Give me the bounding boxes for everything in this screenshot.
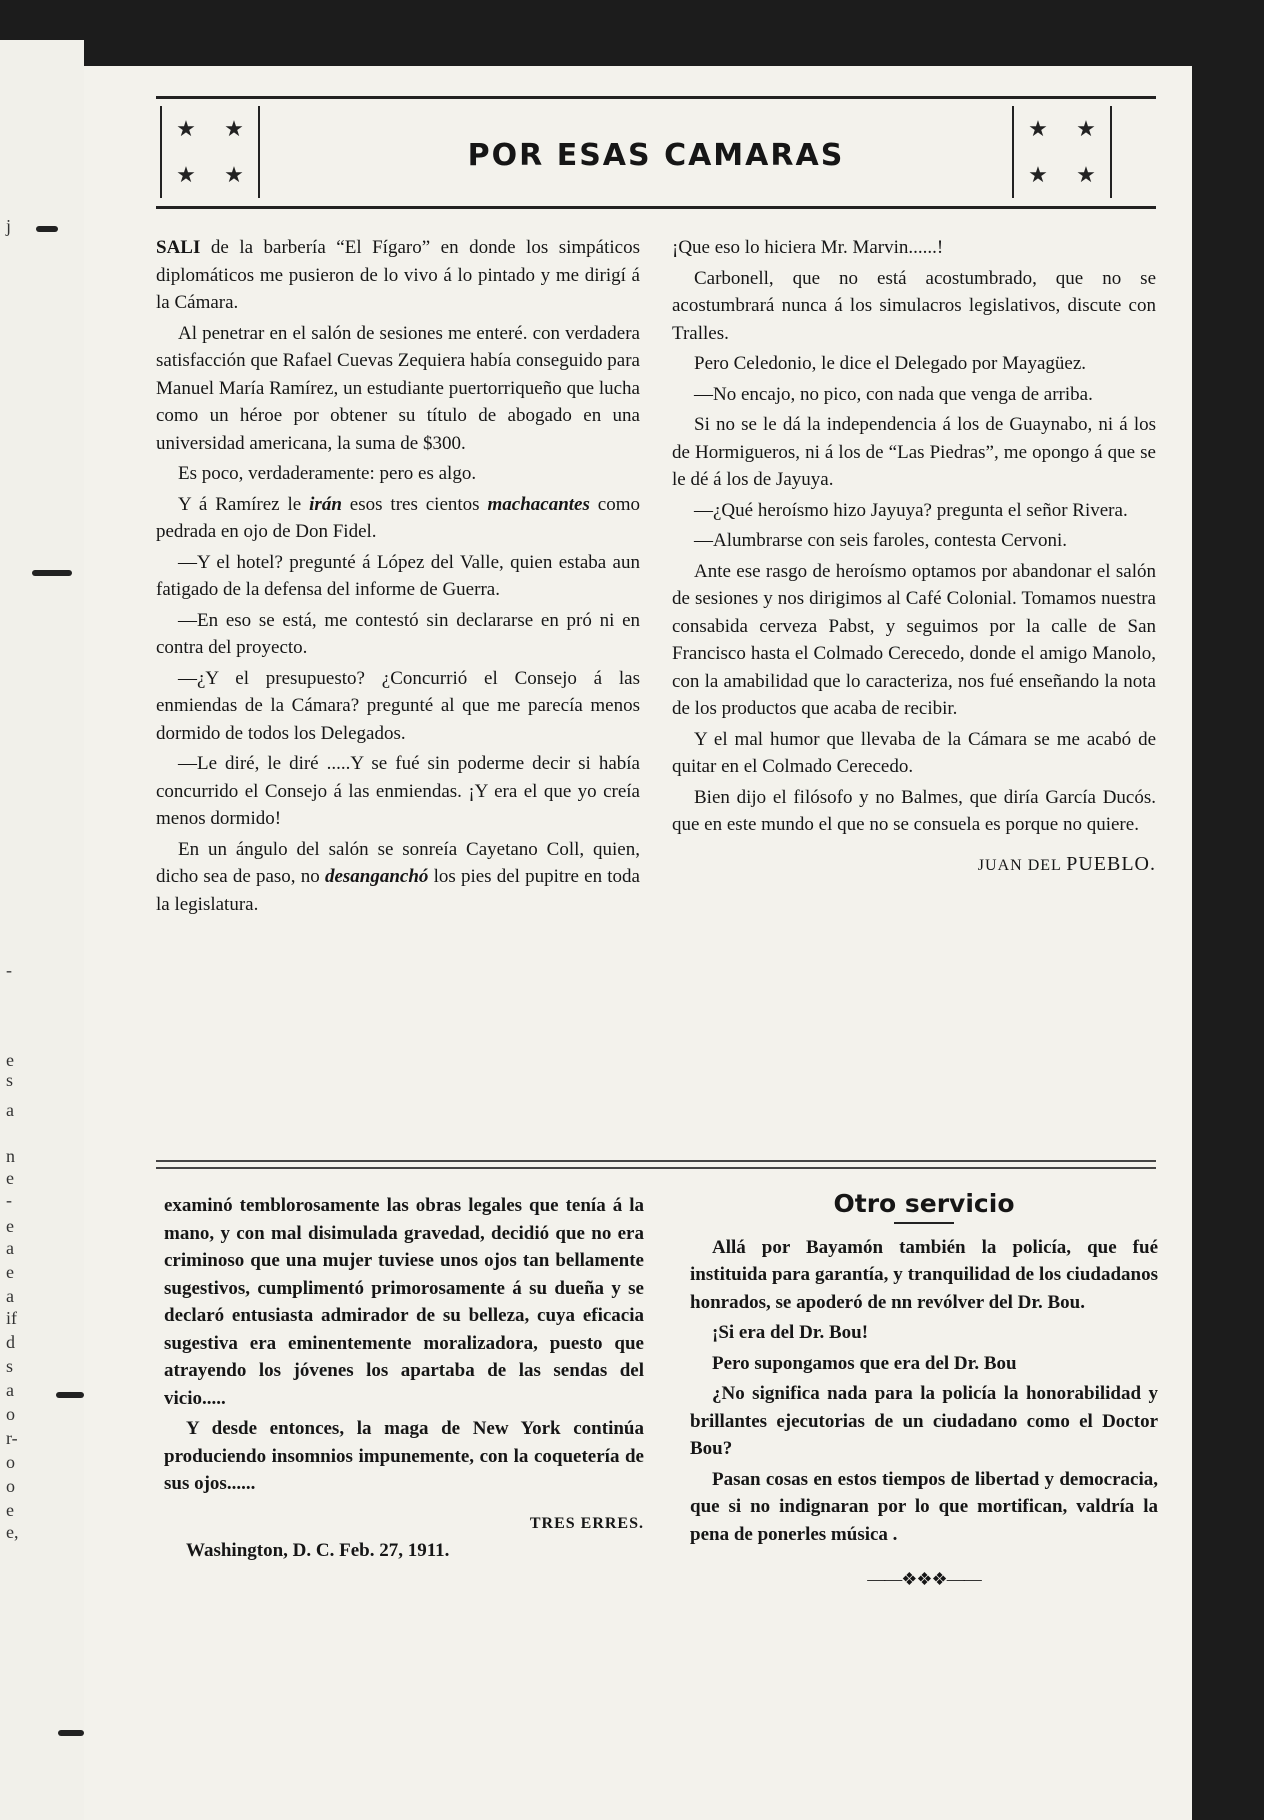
margin-fragment: o bbox=[6, 1452, 15, 1472]
article-paragraph: En un ángulo del salón se sonreía Cayetano Coll, quien, dicho sea de paso, no desanganchó los pies del pupitre en toda la legislatura. bbox=[156, 838, 640, 915]
article-signature: TRES ERRES. bbox=[529, 1514, 644, 1532]
margin-fragment: e bbox=[6, 1216, 14, 1236]
margin-fragment: d bbox=[6, 1332, 15, 1352]
dateline: Washington, D. C. Feb. 27, 1911. bbox=[186, 1540, 450, 1561]
star-icon: ★ bbox=[224, 116, 244, 141]
margin-fragment: - bbox=[6, 960, 12, 980]
article-paragraph: Pasan cosas en estos tiempos de libertad y democracia, que si no indignaran por lo que mortifican, valdría la pena de ponerles música . bbox=[690, 1468, 1158, 1545]
margin-fragment: s bbox=[6, 1356, 14, 1376]
ornament-divider: ——❖❖❖—— bbox=[867, 1569, 981, 1589]
margin-fragment: a bbox=[6, 1238, 14, 1258]
drop-word: SALI bbox=[156, 237, 201, 258]
article-paragraph: —No encajo, no pico, con nada que venga de arriba. bbox=[694, 383, 1093, 405]
margin-fragment: e bbox=[6, 1262, 14, 1282]
ink-mark bbox=[58, 1730, 84, 1736]
article-paragraph: —Alumbrarse con seis faroles, contesta Cervoni. bbox=[694, 530, 1068, 551]
star-icon: ★ bbox=[1076, 116, 1096, 141]
article-paragraph: Pero supongamos que era del Dr. Bou bbox=[712, 1352, 1017, 1374]
article-paragraph: Bien dijo el filósofo y no Balmes, que diría García Ducós. que en este mundo el que no se consuela es porque no quiere. bbox=[672, 786, 1156, 835]
ink-mark bbox=[56, 1392, 84, 1398]
article-column-left bbox=[156, 234, 640, 921]
article-paragraph: ¿No significa nada para la policía la honorabilidad y brillantes ejecutorias de un ciudadano como el Doctor Bou? bbox=[690, 1383, 1158, 1459]
ink-mark bbox=[32, 570, 72, 576]
article-paragraph: Y el mal humor que llevaba de la Cámara se me acabó de quitar en el Colmado Cerecedo. bbox=[672, 728, 1156, 777]
article-paragraph: Carbonell, que no está acostumbrado, que no se acostumbrará nunca á los simulacros legislativos, discute con Tralles. bbox=[672, 267, 1156, 344]
article-paragraph: —Y el hotel? pregunté á López del Valle, quien estaba aun fatigado de la defensa del informe de Guerra. bbox=[156, 551, 640, 600]
margin-fragment: e bbox=[6, 1500, 14, 1520]
article-paragraph: Y á Ramírez le irán esos tres cientos machacantes como pedrada en ojo de Don Fidel. bbox=[156, 493, 640, 542]
margin-fragment: e bbox=[6, 1168, 14, 1188]
article-paragraph: SALI de la barbería “El Fígaro” en donde los simpáticos diplomáticos me pusieron de lo vivo á lo pintado y me dirigí á la Cámara. bbox=[156, 237, 640, 313]
left-margin-strip bbox=[0, 40, 84, 1820]
article-paragraph: —En eso se está, me contestó sin declararse en pró ni en contra del proyecto. bbox=[156, 609, 640, 658]
star-ornament-right bbox=[1012, 106, 1112, 198]
star-icon: ★ bbox=[176, 162, 196, 187]
article-paragraph: Pero Celedonio, le dice el Delegado por Mayagüez. bbox=[694, 353, 1086, 374]
star-icon: ★ bbox=[224, 162, 244, 187]
star-icon: ★ bbox=[176, 116, 196, 141]
article-continuation-column bbox=[164, 1192, 644, 1568]
article-paragraph: examinó temblorosamente las obras legales que tenía á la mano, y con mal disimulada gravedad, decidió que no era criminoso que una mujer tuviese unos ojos tan bellamente sugestivos, cumplimentó primorosamente á su dueña y se declaró entusiasta admirador de su belleza, cuya eficacia sugestiva era eminentemente moralizadora, puesto que atrayendo los jóvenes los apartaba de las sendas del vicio..... bbox=[164, 1195, 644, 1409]
margin-fragment: a bbox=[6, 1100, 14, 1120]
article-paragraph: Allá por Bayamón también la policía, que fué instituida para garantía, y tranquilidad de los ciudadanos honrados, se apoderó de nn revólver del Dr. Bou. bbox=[690, 1236, 1158, 1313]
margin-fragment: j bbox=[6, 216, 12, 236]
margin-fragment: a bbox=[6, 1286, 14, 1306]
article-paragraph: —Le diré, le diré .....Y se fué sin poderme decir si había concurrido el Consejo á las enmiendas. ¡Y era el que yo creía menos dormido! bbox=[156, 753, 640, 829]
otro-servicio-column bbox=[690, 1190, 1158, 1594]
section-header bbox=[156, 102, 1156, 209]
article-paragraph: Si no se le dá la independencia á los de Guaynabo, ni á los de Hormigueros, ni á los de “Las Piedras”, me opongo á que se le dé á los de Jayuya. bbox=[672, 414, 1156, 490]
article-paragraph: —¿Y el presupuesto? ¿Concurrió el Consejo á las enmiendas de la Cámara? pregunté al que me parecía menos dormido de todos los Delegados. bbox=[156, 667, 640, 744]
section-title: POR ESAS CAMARAS bbox=[467, 138, 845, 173]
article-paragraph: ¡Que eso lo hiciera Mr. Marvin......! bbox=[672, 237, 944, 258]
margin-fragment: a bbox=[6, 1380, 14, 1400]
margin-fragment: e bbox=[6, 1050, 14, 1070]
margin-fragment: o bbox=[6, 1476, 15, 1496]
title-rule bbox=[894, 1222, 954, 1224]
header-top-rule bbox=[156, 96, 1156, 99]
article-column-right bbox=[672, 234, 1156, 879]
star-icon: ★ bbox=[1076, 162, 1096, 187]
article-paragraph: Ante ese rasgo de heroísmo optamos por abandonar el salón de sesiones y nos dirigimos al Café Colonial. Tomamos nuestra consabida cerveza Pabst, y seguimos por la calle de San Francisco hasta el Colmado Cerecedo, donde el amigo Manolo, con la amabilidad que lo caracteriza, nos fué enseñando la nota de los productos que acaba de recibir. bbox=[672, 560, 1156, 719]
section-divider bbox=[156, 1160, 1156, 1169]
star-icon: ★ bbox=[1028, 162, 1048, 187]
margin-fragment: s bbox=[6, 1070, 14, 1090]
star-icon: ★ bbox=[1028, 116, 1048, 141]
article-paragraph: Y desde entonces, la maga de New York continúa produciendo insomnios impunemente, con la coquetería de sus ojos...... bbox=[164, 1418, 644, 1494]
article-paragraph: ¡Si era del Dr. Bou! bbox=[712, 1322, 869, 1343]
margin-fragment: if bbox=[6, 1308, 17, 1328]
article-signature: JUAN DEL PUEBLO. bbox=[977, 852, 1156, 875]
margin-fragment: n bbox=[6, 1146, 15, 1166]
margin-fragment: e, bbox=[6, 1522, 19, 1542]
ink-mark bbox=[36, 226, 58, 232]
article-title: Otro servicio bbox=[833, 1189, 1015, 1218]
article-paragraph: Al penetrar en el salón de sesiones me enteré. con verdadera satisfacción que Rafael Cuevas Zequiera había conseguido para Manuel María Ramírez, un estudiante puertorriqueño que lucha como un héroe por obtener su título de abogado en una universidad americana, la suma de $300. bbox=[156, 322, 640, 454]
margin-fragment: - bbox=[6, 1190, 12, 1210]
star-ornament-left bbox=[160, 106, 260, 198]
margin-fragment: r- bbox=[6, 1428, 18, 1448]
newspaper-page bbox=[84, 66, 1192, 1820]
margin-fragment: o bbox=[6, 1404, 15, 1424]
article-paragraph: —¿Qué heroísmo hizo Jayuya? pregunta el señor Rivera. bbox=[694, 499, 1128, 521]
article-paragraph: Es poco, verdaderamente: pero es algo. bbox=[178, 463, 477, 484]
